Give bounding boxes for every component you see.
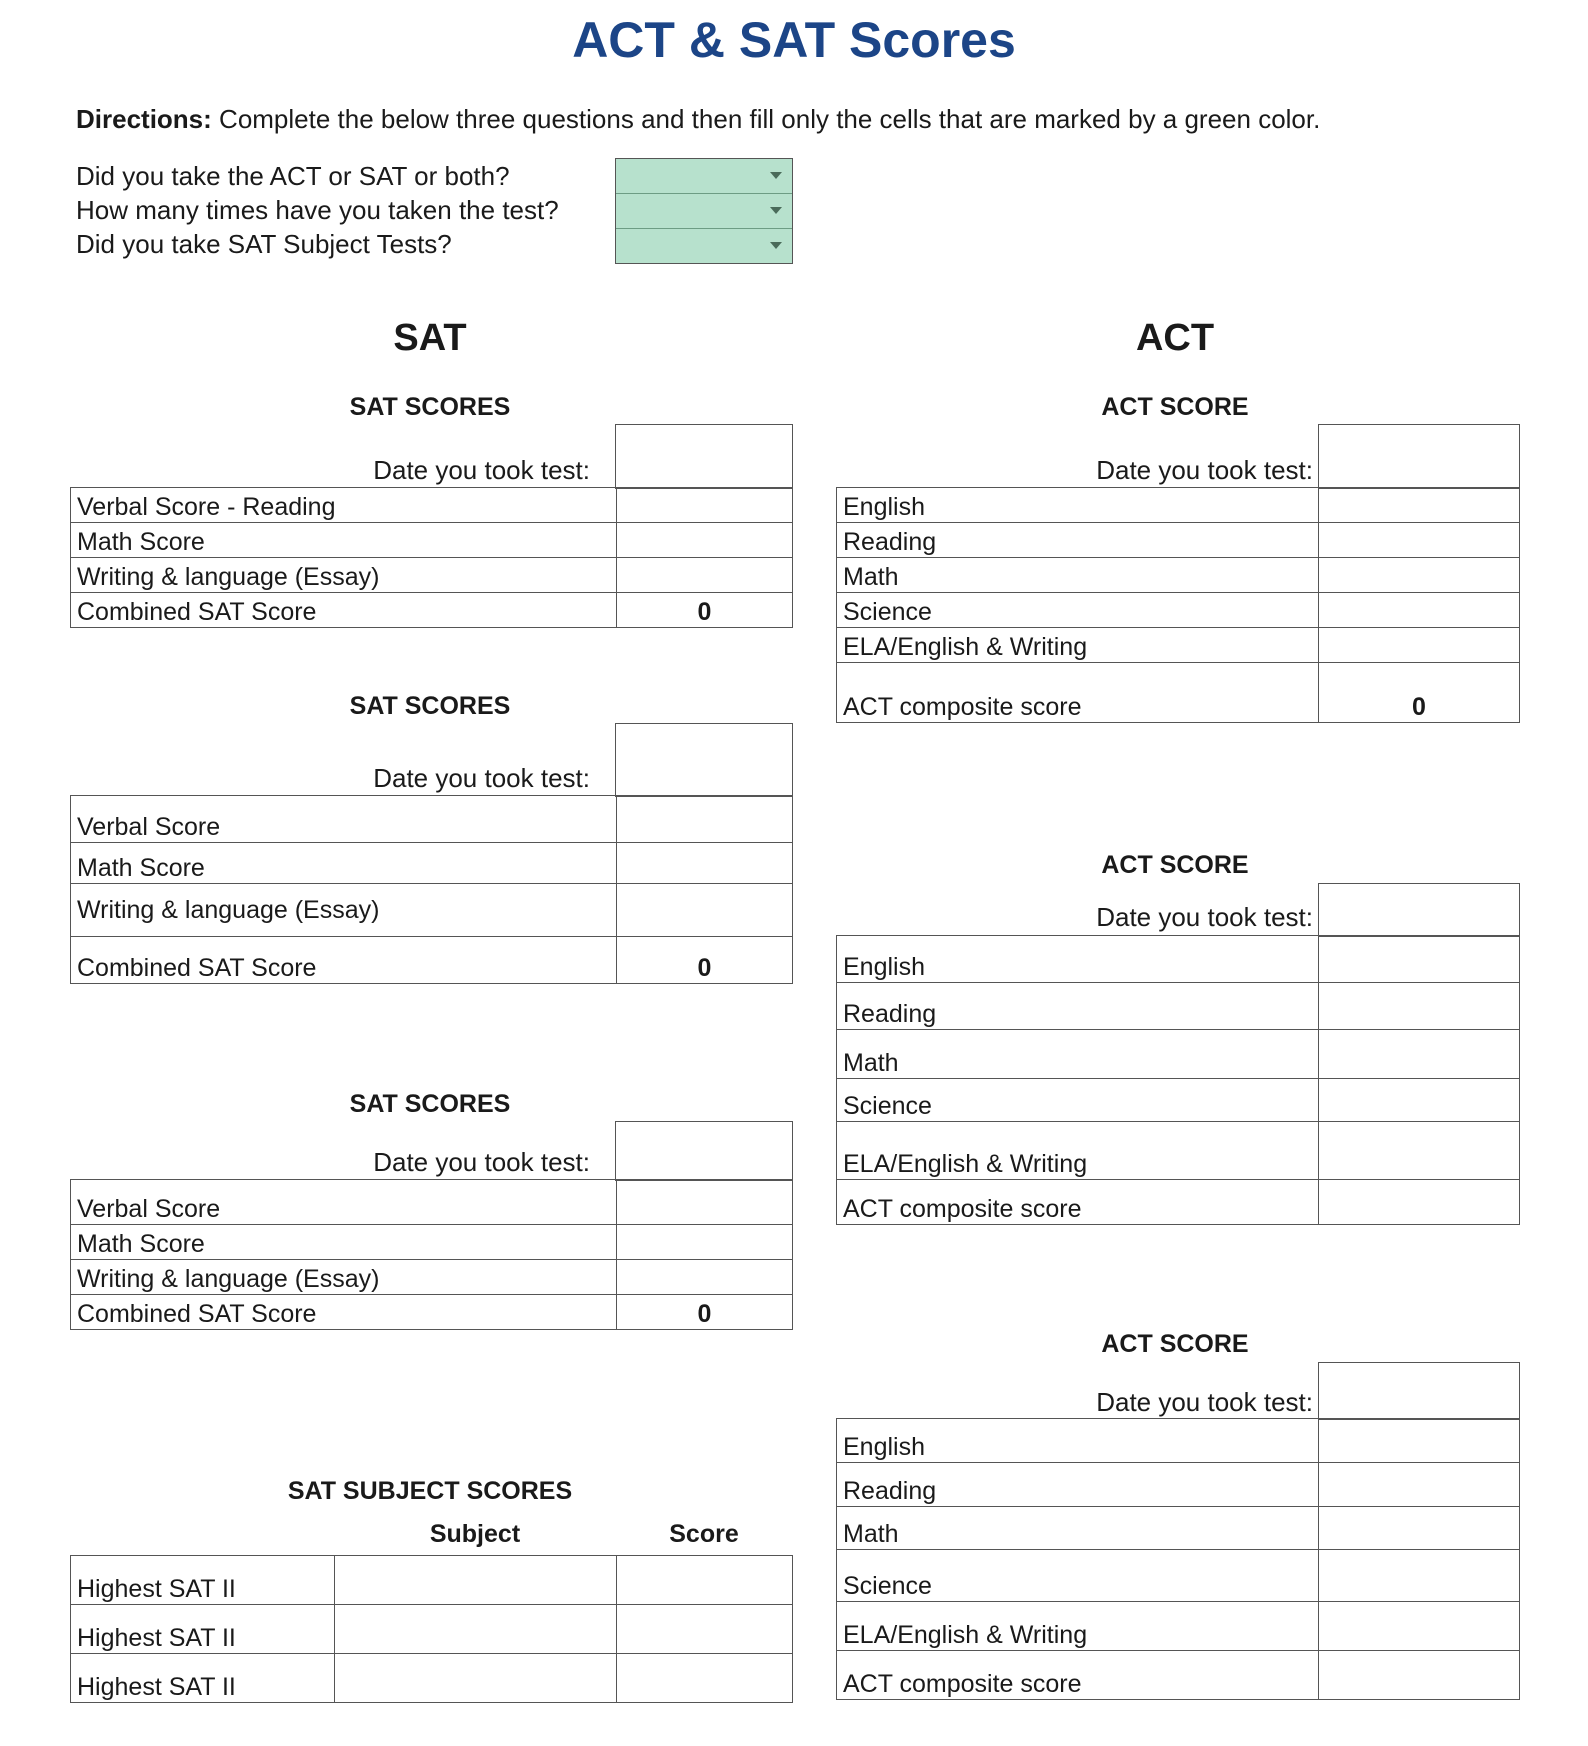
sat-subject-title: SAT SUBJECT SCORES (287, 1477, 573, 1505)
sat-subject-3-score-cell[interactable] (617, 1654, 793, 1703)
sat-1-combined-label: Combined SAT Score (71, 593, 617, 628)
table-row (71, 884, 793, 937)
sat-block-3-table (70, 1179, 793, 1330)
chevron-down-icon (770, 172, 782, 179)
times-taken-dropdown[interactable] (616, 194, 792, 229)
sat-block-1-date-cell[interactable] (615, 424, 793, 489)
sat-3-writing-label: Writing & language (Essay) (71, 1260, 617, 1295)
table-row (837, 523, 1520, 558)
act-3-ela-cell[interactable] (1319, 1602, 1520, 1651)
table-row (71, 1225, 793, 1260)
act-1-composite-label: ACT composite score (837, 663, 1319, 723)
table-row (71, 1260, 793, 1295)
act-1-math-cell[interactable] (1319, 558, 1520, 593)
act-block-2-date-cell[interactable] (1318, 883, 1520, 937)
act-block-1-title: ACT SCORE (1101, 393, 1249, 421)
table-row (837, 663, 1520, 723)
sat-subject-2-label: Highest SAT II (71, 1605, 335, 1654)
sat-subject-1-score-cell[interactable] (617, 1556, 793, 1605)
act-3-composite-label: ACT composite score (837, 1651, 1319, 1700)
table-row (837, 1180, 1520, 1225)
act-3-ela-label: ELA/English & Writing (837, 1602, 1319, 1651)
sat-1-writing-cell[interactable] (617, 558, 793, 593)
act-block-1-date-label: Date you took test: (1096, 455, 1313, 485)
table-row (71, 488, 793, 523)
act-3-english-label: English (837, 1419, 1319, 1463)
act-2-ela-cell[interactable] (1319, 1122, 1520, 1180)
table-row (837, 983, 1520, 1030)
sat-block-1-date-label: Date you took test: (373, 455, 590, 485)
act-3-math-cell[interactable] (1319, 1507, 1520, 1550)
table-row (71, 1295, 793, 1330)
act-2-composite-label: ACT composite score (837, 1180, 1319, 1225)
question-test-type: Did you take the ACT or SAT or both? (76, 161, 510, 191)
sat-block-2-date-label: Date you took test: (373, 763, 590, 793)
table-row (837, 628, 1520, 663)
sat-subject-1-label: Highest SAT II (71, 1556, 335, 1605)
sat-2-writing-label: Writing & language (Essay) (71, 884, 617, 937)
table-row (71, 1654, 793, 1703)
act-3-reading-cell[interactable] (1319, 1463, 1520, 1507)
chevron-down-icon (770, 242, 782, 249)
table-row (837, 936, 1520, 983)
table-row (837, 1030, 1520, 1079)
table-row (837, 1507, 1520, 1550)
table-row (71, 843, 793, 884)
sat-1-math-label: Math Score (71, 523, 617, 558)
sat-3-combined-label: Combined SAT Score (71, 1295, 617, 1330)
act-1-composite-value: 0 (1319, 663, 1520, 723)
act-block-3-date-cell[interactable] (1318, 1362, 1520, 1420)
sat-2-writing-cell[interactable] (617, 884, 793, 937)
act-1-ela-label: ELA/English & Writing (837, 628, 1319, 663)
sat-subject-3-label: Highest SAT II (71, 1654, 335, 1703)
act-1-reading-label: Reading (837, 523, 1319, 558)
directions (76, 102, 1320, 136)
sat-block-2-title: SAT SCORES (349, 692, 511, 720)
subject-tests-dropdown[interactable] (616, 229, 792, 263)
sat-block-2-table (70, 795, 793, 984)
act-block-3-table (836, 1418, 1520, 1700)
act-1-ela-cell[interactable] (1319, 628, 1520, 663)
table-row (837, 1079, 1520, 1122)
act-2-science-label: Science (837, 1079, 1319, 1122)
act-1-english-cell[interactable] (1319, 488, 1520, 523)
act-2-reading-cell[interactable] (1319, 983, 1520, 1030)
act-2-math-cell[interactable] (1319, 1030, 1520, 1079)
table-row (837, 558, 1520, 593)
directions-text: Complete the below three questions and then fill only the cells that are marked by a green color. (211, 104, 1321, 134)
act-block-2-date-label: Date you took test: (1096, 902, 1313, 932)
table-row (71, 1556, 793, 1605)
act-3-composite-cell[interactable] (1319, 1651, 1520, 1700)
sat-2-combined-label: Combined SAT Score (71, 937, 617, 984)
act-2-math-label: Math (837, 1030, 1319, 1079)
sat-subject-1-subject-cell[interactable] (335, 1556, 617, 1605)
sat-2-math-label: Math Score (71, 843, 617, 884)
act-1-science-cell[interactable] (1319, 593, 1520, 628)
sat-1-verbal-cell[interactable] (617, 488, 793, 523)
sat-3-verbal-cell[interactable] (617, 1180, 793, 1225)
questions-dropdown-group (615, 158, 793, 264)
act-block-1-table (836, 487, 1520, 723)
sat-3-math-cell[interactable] (617, 1225, 793, 1260)
act-block-1-date-cell[interactable] (1318, 424, 1520, 489)
act-3-math-label: Math (837, 1507, 1319, 1550)
table-row (71, 1180, 793, 1225)
sat-3-verbal-label: Verbal Score (71, 1180, 617, 1225)
question-times-taken: How many times have you taken the test? (76, 195, 559, 225)
act-block-2-title: ACT SCORE (1101, 851, 1249, 879)
score-column-header: Score (669, 1520, 739, 1548)
sat-1-combined-value: 0 (617, 593, 793, 628)
act-2-reading-label: Reading (837, 983, 1319, 1030)
table-row (837, 1651, 1520, 1700)
table-row (837, 1419, 1520, 1463)
sat-subject-table (70, 1555, 793, 1703)
sat-subject-3-subject-cell[interactable] (335, 1654, 617, 1703)
act-2-ela-label: ELA/English & Writing (837, 1122, 1319, 1180)
sat-subject-2-score-cell[interactable] (617, 1605, 793, 1654)
act-3-english-cell[interactable] (1319, 1419, 1520, 1463)
sat-3-math-label: Math Score (71, 1225, 617, 1260)
page-title: ACT & SAT Scores (572, 12, 1016, 68)
table-row (837, 1463, 1520, 1507)
sat-3-combined-value: 0 (617, 1295, 793, 1330)
act-3-science-cell[interactable] (1319, 1550, 1520, 1602)
table-row (71, 523, 793, 558)
act-1-reading-cell[interactable] (1319, 523, 1520, 558)
sat-3-writing-cell[interactable] (617, 1260, 793, 1295)
table-row (837, 1550, 1520, 1602)
act-block-2-table (836, 935, 1520, 1225)
sat-2-verbal-cell[interactable] (617, 796, 793, 843)
act-2-science-cell[interactable] (1319, 1079, 1520, 1122)
sat-block-1-title: SAT SCORES (349, 393, 511, 421)
sat-block-2-date-cell[interactable] (615, 723, 793, 797)
chevron-down-icon (770, 207, 782, 214)
act-1-science-label: Science (837, 593, 1319, 628)
table-row (837, 488, 1520, 523)
table-row (71, 558, 793, 593)
sat-block-3-date-cell[interactable] (615, 1121, 793, 1181)
table-row (71, 937, 793, 984)
act-3-science-label: Science (837, 1550, 1319, 1602)
act-2-composite-cell[interactable] (1319, 1180, 1520, 1225)
sat-subject-2-subject-cell[interactable] (335, 1605, 617, 1654)
act-block-3-date-label: Date you took test: (1096, 1387, 1313, 1417)
sat-1-math-cell[interactable] (617, 523, 793, 558)
sat-2-math-cell[interactable] (617, 843, 793, 884)
table-row (837, 1122, 1520, 1180)
sat-2-verbal-label: Verbal Score (71, 796, 617, 843)
question-subject-tests: Did you take SAT Subject Tests? (76, 229, 452, 259)
table-row (71, 1605, 793, 1654)
sat-block-3-date-label: Date you took test: (373, 1147, 590, 1177)
act-block-3-title: ACT SCORE (1101, 1330, 1249, 1358)
test-type-dropdown[interactable] (616, 159, 792, 194)
table-row (837, 593, 1520, 628)
directions-label: Directions: (76, 104, 212, 134)
table-row (837, 1602, 1520, 1651)
table-row (71, 593, 793, 628)
sat-1-writing-label: Writing & language (Essay) (71, 558, 617, 593)
sat-1-verbal-label: Verbal Score - Reading (71, 488, 617, 523)
act-1-english-label: English (837, 488, 1319, 523)
table-row (71, 796, 793, 843)
sat-2-combined-value: 0 (617, 937, 793, 984)
sat-heading: SAT (393, 317, 467, 359)
sat-block-1-table (70, 487, 793, 628)
act-3-reading-label: Reading (837, 1463, 1319, 1507)
act-2-english-label: English (837, 936, 1319, 983)
subject-column-header: Subject (429, 1520, 521, 1548)
sat-block-3-title: SAT SCORES (349, 1090, 511, 1118)
act-heading: ACT (1135, 317, 1215, 359)
act-1-math-label: Math (837, 558, 1319, 593)
act-2-english-cell[interactable] (1319, 936, 1520, 983)
